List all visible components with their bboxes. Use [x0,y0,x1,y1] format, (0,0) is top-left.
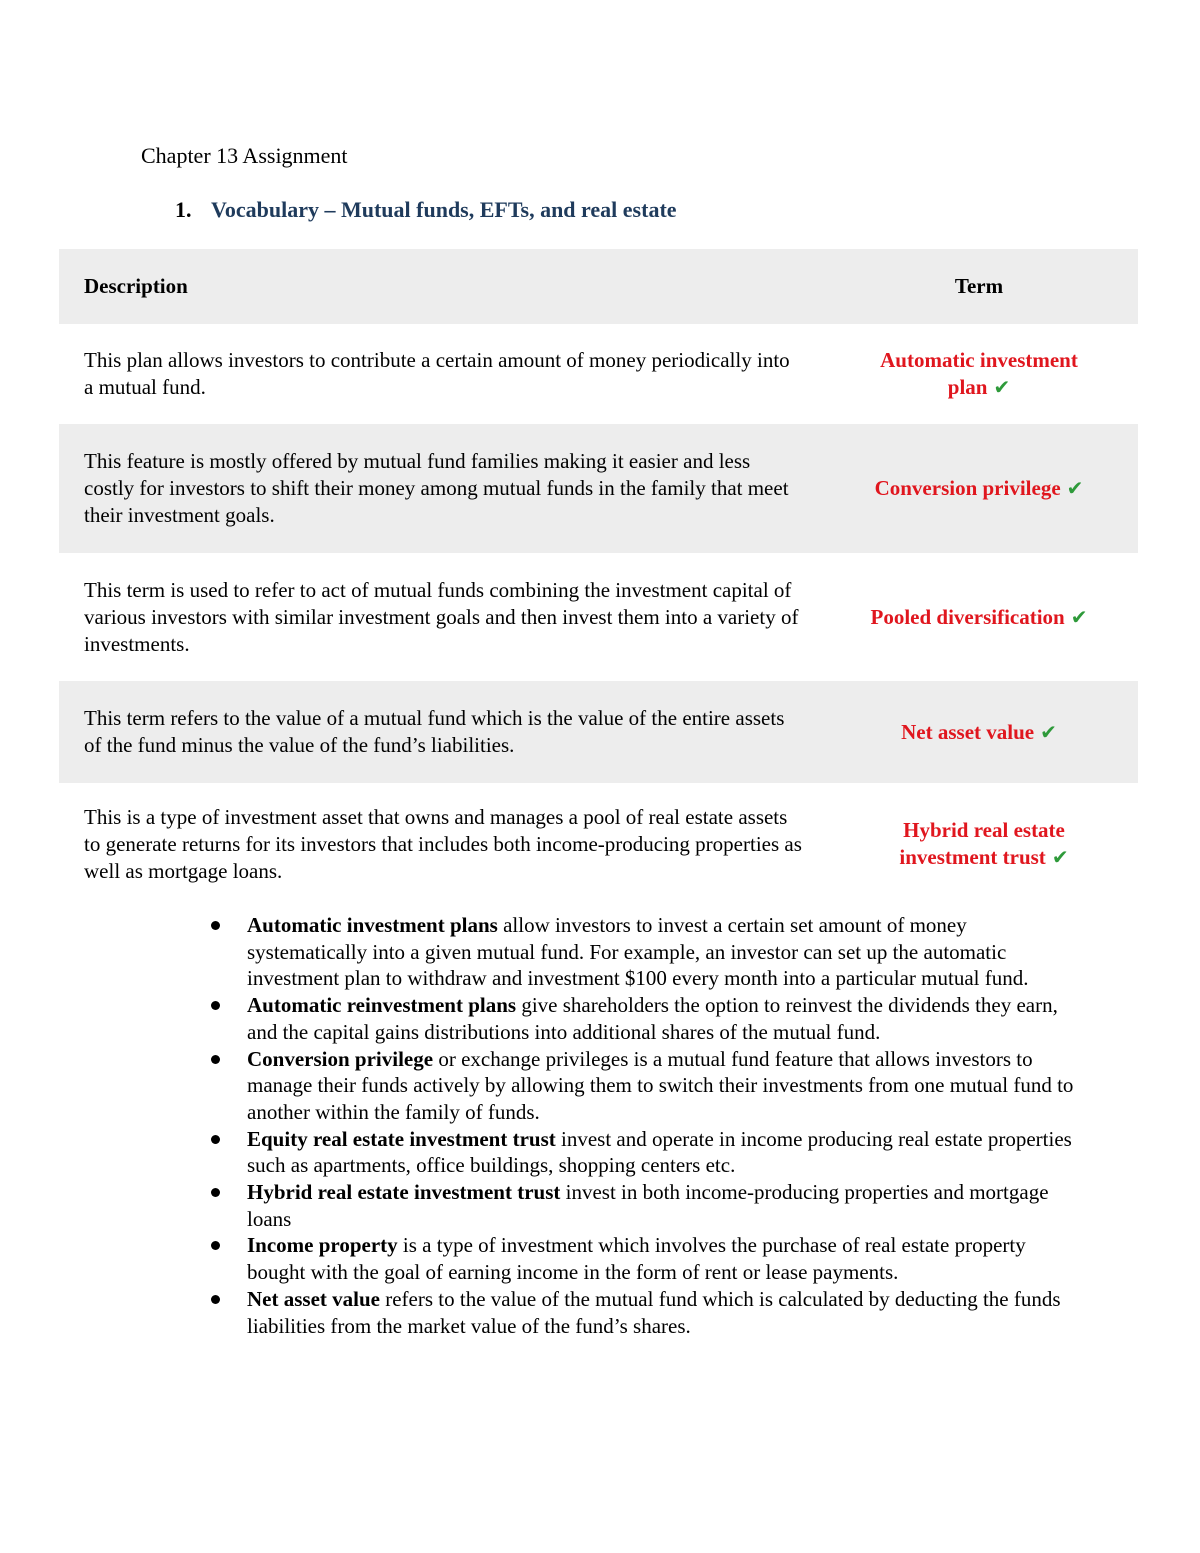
section-number: 1. [175,197,192,222]
row-description: This plan allows investors to contribute a certain amount of money periodically into a mutual fund. [84,348,790,399]
row-term-text: Pooled diversification [870,604,1065,629]
table-header-row [59,249,1138,324]
section-heading-text: Vocabulary – Mutual funds, EFTs, and real estate [211,197,677,222]
definition-text: invest in both income-producing properties and mortgage loans [247,1180,1049,1231]
list-item [205,1179,1085,1232]
bullet-icon [211,1055,220,1064]
row-term-text: Conversion privilege [874,476,1061,500]
row-term [849,719,1109,746]
row-term [829,604,1129,631]
definition-term: Equity real estate investment trust [247,1126,556,1151]
section-heading [175,197,677,223]
check-icon: ✔ [1066,476,1084,500]
bullet-icon [211,1135,220,1144]
definition-term: Automatic reinvestment plans [247,993,517,1018]
page-title: Chapter 13 Assignment [141,143,348,168]
check-icon: ✔ [1070,604,1088,629]
check-icon: ✔ [1051,845,1069,869]
row-term [869,817,1099,871]
table-row [59,783,1138,905]
list-item [205,992,1085,1045]
bullet-icon [211,1188,220,1197]
definition-term: Net asset value [247,1286,380,1311]
check-icon: ✔ [993,375,1011,399]
bullet-icon [211,1001,220,1010]
row-term-text: Net asset value [901,719,1035,744]
definitions-list [205,912,1085,1339]
table-row [59,424,1138,553]
list-item [205,1286,1085,1339]
definition-term: Conversion privilege [247,1046,434,1071]
definition-text: give shareholders the option to reinvest the dividends they earn, and the capital gains distributions into additional shares of the mutual fund. [247,993,1058,1044]
description-column-header: Description [84,274,188,298]
bullet-icon [211,921,220,930]
list-item [205,1232,1085,1285]
row-term [849,347,1109,401]
definition-term: Automatic investment plans [247,913,498,937]
row-term-text: Hybrid real estate investment trust [899,818,1065,869]
bullet-icon [211,1241,220,1250]
table-row [59,553,1138,681]
table-row [59,681,1138,783]
definition-text: refers to the value of the mutual fund which is calculated by deducting the funds liabilities from the market value of the fund’s shares. [247,1286,1061,1338]
row-description: This feature is mostly offered by mutual fund families making it easier and less costly for investors to shift their money among mutual funds in the family that meet their investment goals. [84,449,789,527]
definition-text: is a type of investment which involves the purchase of real estate property bought with the goal of earning income in the form of rent or lease payments. [247,1233,1026,1285]
row-description: This term refers to the value of a mutual fund which is the value of the entire assets of the fund minus the value of the fund’s liabilities. [84,706,785,757]
row-term [849,475,1109,502]
definition-text: allow investors to invest a certain set amount of money systematically into a given mutual fund. For example, an investor can set up the automatic investment plan to withdraw and investment $100 every month into a particular mutual fund. [247,913,1029,991]
term-column-header: Term [954,274,1004,298]
row-description: This is a type of investment asset that owns and manages a pool of real estate assets to generate returns for its investors that includes both income-producing properties as well as mortgage loans. [84,804,802,883]
bullet-icon [211,1295,220,1304]
list-item [205,912,1085,992]
definition-term: Hybrid real estate investment trust [247,1180,561,1205]
row-description: This term is used to refer to act of mutual funds combining the investment capital of various investors with similar investment goals and then invest them into a variety of investments. [84,577,799,656]
definition-text: or exchange privileges is a mutual fund feature that allows investors to manage their funds actively by allowing them to switch their investments from one mutual fund to another within the family of funds. [247,1046,1074,1124]
check-icon: ✔ [1040,719,1057,744]
list-item [205,1126,1085,1179]
definition-term: Income property [247,1233,398,1258]
list-item [205,1046,1085,1126]
definition-text: invest and operate in income producing real estate properties such as apartments, office buildings, shopping centers etc. [247,1126,1072,1178]
row-term-text: Automatic investment plan [880,348,1078,399]
table-row [59,324,1138,424]
vocabulary-table [59,249,1138,905]
